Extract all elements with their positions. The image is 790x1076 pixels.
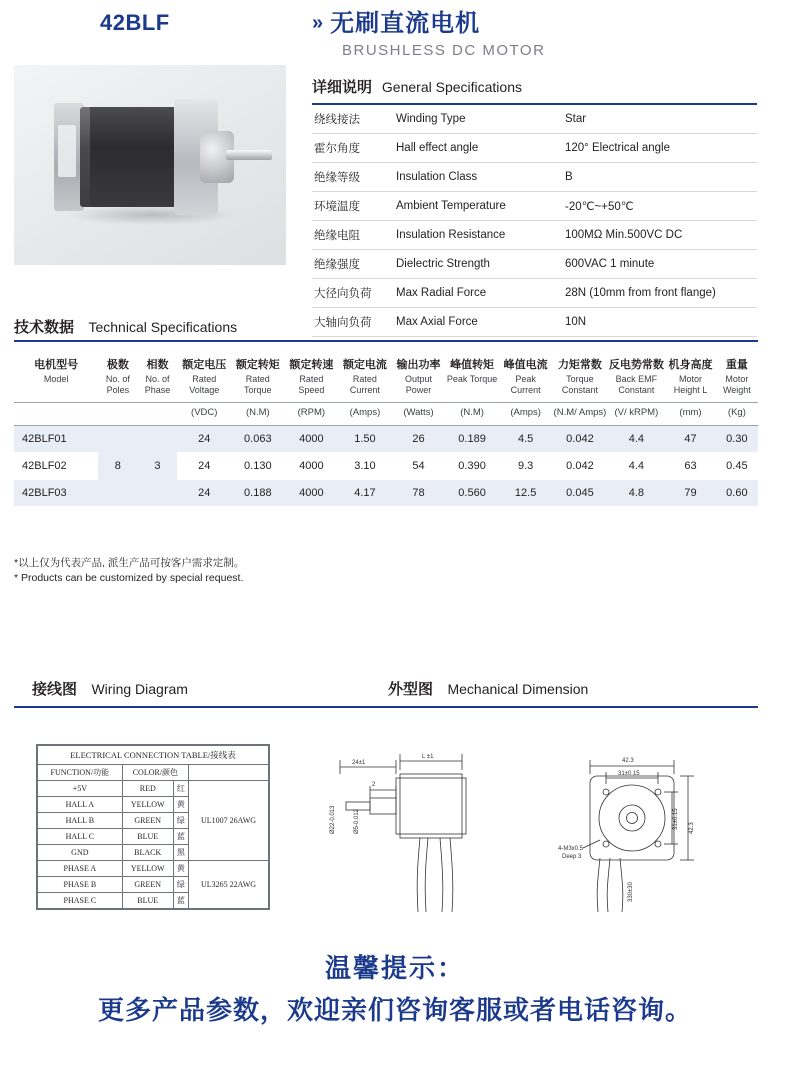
col-voltage bbox=[177, 352, 231, 403]
dim-wire-length: 330±30 bbox=[628, 882, 634, 902]
col-phase-cn: 相数 bbox=[146, 359, 169, 371]
cell-motor-height: 79 bbox=[665, 480, 716, 507]
wiring-color-cn: 绿 bbox=[173, 877, 188, 893]
wiring-color-cn: 红 bbox=[173, 781, 188, 797]
mechanical-diagram-heading-en: Mechanical Dimension bbox=[447, 681, 589, 697]
wiring-function: HALL A bbox=[38, 797, 123, 813]
wiring-color-cn: 黄 bbox=[173, 861, 188, 877]
spec-label-cn: 绝缘电阻 bbox=[312, 221, 394, 250]
product-title-cn bbox=[312, 8, 752, 39]
table-caption-row bbox=[38, 746, 269, 765]
col-rated-torque-en: Rated Torque bbox=[244, 374, 272, 395]
heading-divider bbox=[14, 340, 758, 342]
motor-shaft bbox=[226, 150, 272, 160]
spec-label-cn: 环境温度 bbox=[312, 192, 394, 221]
table-row bbox=[312, 163, 757, 192]
col-poles-en: No. of Poles bbox=[105, 374, 130, 395]
cell-rated-speed: 4000 bbox=[285, 453, 339, 480]
spec-label-cn: 霍尔角度 bbox=[312, 134, 394, 163]
product-title-cn-text: 无刷直流电机 bbox=[330, 10, 481, 37]
col-rated-current-en: Rated Current bbox=[349, 374, 380, 395]
unit-model bbox=[14, 403, 98, 426]
unit-phase bbox=[137, 403, 177, 426]
wiring-color-cn: 蓝 bbox=[173, 829, 188, 845]
customization-note-en: * Products can be customized by special request. bbox=[14, 572, 244, 584]
wiring-diagram-heading bbox=[32, 678, 188, 699]
footer-tip-line2: 更多产品参数，欢迎亲们咨询客服或者电话咨询。 bbox=[97, 995, 692, 1025]
table-units-row bbox=[14, 403, 758, 426]
cell-rated-speed: 4000 bbox=[285, 480, 339, 507]
spec-label-en: Insulation Class bbox=[394, 163, 563, 192]
cell-peak-torque: 0.560 bbox=[445, 480, 499, 507]
general-specifications-table bbox=[312, 105, 757, 337]
col-back-emf bbox=[607, 352, 665, 403]
spec-value: 120° Electrical angle bbox=[563, 134, 757, 163]
table-row bbox=[38, 861, 269, 877]
unit-motor-height: (mm) bbox=[665, 403, 716, 426]
technical-specifications-heading-cn: 技术数据 bbox=[14, 319, 75, 336]
wiring-color-en: YELLOW bbox=[122, 861, 173, 877]
chevron-right-icon: » bbox=[312, 12, 325, 34]
technical-specifications-heading-en: Technical Specifications bbox=[88, 319, 238, 335]
unit-rated-torque: (N.M) bbox=[231, 403, 285, 426]
general-specifications-heading-en: General Specifications bbox=[381, 79, 522, 95]
wiring-table-caption: ELECTRICAL CONNECTION TABLE/接线表 bbox=[38, 746, 269, 765]
col-peak-torque-cn: 峰值转矩 bbox=[450, 359, 495, 371]
cell-back-emf: 4.4 bbox=[607, 426, 665, 453]
wiring-color-en: BLUE bbox=[122, 893, 173, 909]
wiring-color-en: YELLOW bbox=[122, 797, 173, 813]
cell-voltage: 24 bbox=[177, 480, 231, 507]
wiring-color-en: GREEN bbox=[122, 877, 173, 893]
spec-label-cn: 绝缘等级 bbox=[312, 163, 394, 192]
cell-torque-constant: 0.042 bbox=[552, 453, 607, 480]
col-rated-speed-cn: 额定转速 bbox=[289, 359, 334, 371]
wiring-diagram-heading-cn: 接线图 bbox=[32, 681, 78, 698]
col-poles-cn: 极数 bbox=[106, 359, 129, 371]
col-peak-current-cn: 峰值电流 bbox=[503, 359, 548, 371]
unit-voltage: (VDC) bbox=[177, 403, 231, 426]
wiring-function: +5V bbox=[38, 781, 123, 797]
col-rated-torque-cn: 额定转矩 bbox=[235, 359, 280, 371]
wiring-col-color: COLOR/颜色 bbox=[122, 765, 188, 781]
col-model bbox=[14, 352, 98, 403]
wiring-color-cn: 黑 bbox=[173, 845, 188, 861]
col-rated-speed bbox=[285, 352, 339, 403]
unit-peak-torque: (N.M) bbox=[445, 403, 499, 426]
unit-motor-weight: (Kg) bbox=[716, 403, 758, 426]
cell-rated-torque: 0.130 bbox=[231, 453, 285, 480]
table-row bbox=[312, 134, 757, 163]
cell-motor-weight: 0.45 bbox=[716, 453, 758, 480]
col-motor-weight bbox=[716, 352, 758, 403]
table-header-row bbox=[38, 765, 269, 781]
col-output-power-en: Output Power bbox=[404, 374, 433, 395]
unit-poles bbox=[98, 403, 137, 426]
dim-shaft-small: Ø5-0.012 bbox=[354, 808, 360, 834]
wiring-color-cn: 黄 bbox=[173, 797, 188, 813]
dim-length: L ±1 bbox=[422, 754, 434, 760]
spec-value: -20℃~+50℃ bbox=[563, 192, 757, 221]
cell-rated-speed: 4000 bbox=[285, 426, 339, 453]
unit-back-emf: (V/ kRPM) bbox=[607, 403, 665, 426]
cell-motor-weight: 0.60 bbox=[716, 480, 758, 507]
wiring-function: HALL C bbox=[38, 829, 123, 845]
cell-peak-current: 4.5 bbox=[499, 426, 553, 453]
cell-back-emf: 4.8 bbox=[607, 480, 665, 507]
col-voltage-cn: 额定电压 bbox=[182, 359, 227, 371]
dim-front-hole-span: 31±0.15 bbox=[618, 771, 640, 777]
cell-peak-torque: 0.189 bbox=[445, 426, 499, 453]
table-row bbox=[312, 192, 757, 221]
cell-output-power: 26 bbox=[392, 426, 446, 453]
wiring-col-function: FUNCTION/功能 bbox=[38, 765, 123, 781]
col-rated-current-cn: 额定电流 bbox=[342, 359, 387, 371]
spec-label-en: Max Radial Force bbox=[394, 279, 563, 308]
customization-note bbox=[14, 556, 244, 586]
col-rated-torque bbox=[231, 352, 285, 403]
col-poles bbox=[98, 352, 137, 403]
dim-24: 24±1 bbox=[352, 760, 366, 766]
dim-2: 2 bbox=[372, 782, 376, 788]
wiring-function: PHASE A bbox=[38, 861, 123, 877]
spec-label-cn: 大径向负荷 bbox=[312, 279, 394, 308]
spec-label-cn: 绝缘强度 bbox=[312, 250, 394, 279]
product-title-en: BRUSHLESS DC MOTOR bbox=[342, 42, 546, 59]
customization-note-cn: *以上仅为代表产品, 派生产品可按客户需求定制。 bbox=[14, 557, 245, 569]
col-torque-constant bbox=[552, 352, 607, 403]
wiring-awg-phase: UL3265 22AWG bbox=[189, 861, 269, 909]
cell-model: 42BLF03 bbox=[14, 480, 98, 507]
table-row bbox=[312, 250, 757, 279]
spec-value: B bbox=[563, 163, 757, 192]
table-row bbox=[312, 105, 757, 134]
col-output-power bbox=[392, 352, 446, 403]
wiring-color-en: RED bbox=[122, 781, 173, 797]
unit-torque-constant: (N.M/ Amps) bbox=[552, 403, 607, 426]
wiring-color-cn: 绿 bbox=[173, 813, 188, 829]
mechanical-drawing bbox=[300, 730, 760, 920]
col-peak-current bbox=[499, 352, 553, 403]
title-block bbox=[312, 8, 752, 59]
col-model-en: Model bbox=[43, 374, 69, 384]
wiring-function: PHASE B bbox=[38, 877, 123, 893]
cell-poles: 8 bbox=[98, 426, 137, 507]
cell-rated-current: 3.10 bbox=[338, 453, 392, 480]
cell-motor-height: 47 bbox=[665, 426, 716, 453]
cell-output-power: 54 bbox=[392, 453, 446, 480]
spec-value: 10N bbox=[563, 308, 757, 337]
mechanical-diagram-heading bbox=[388, 678, 588, 699]
dim-front-hole-span-v: 31±0.15 bbox=[673, 808, 679, 830]
dim-shaft-dia: Ø22-0.013 bbox=[330, 805, 336, 834]
cell-peak-current: 12.5 bbox=[499, 480, 553, 507]
footer-tip-line1: 温馨提示： bbox=[324, 953, 465, 983]
col-back-emf-cn: 反电势常数 bbox=[608, 359, 664, 371]
dim-screw: 4-M3x0.5 bbox=[558, 846, 584, 852]
diagram-divider bbox=[14, 706, 758, 708]
table-row bbox=[312, 279, 757, 308]
col-torque-constant-en: Torque Constant bbox=[561, 374, 598, 395]
col-motor-height-cn: 机身高度 bbox=[668, 359, 713, 371]
col-motor-weight-cn: 重量 bbox=[725, 359, 748, 371]
spec-label-en: Max Axial Force bbox=[394, 308, 563, 337]
cell-output-power: 78 bbox=[392, 480, 446, 507]
spec-label-cn: 绕线接法 bbox=[312, 105, 394, 134]
cell-rated-torque: 0.063 bbox=[231, 426, 285, 453]
wiring-color-en: BLUE bbox=[122, 829, 173, 845]
technical-specifications-heading bbox=[14, 316, 758, 337]
cell-peak-current: 9.3 bbox=[499, 453, 553, 480]
mechanical-diagram-heading-cn: 外型图 bbox=[388, 681, 434, 698]
col-output-power-cn: 输出功率 bbox=[396, 359, 441, 371]
spec-label-en: Hall effect angle bbox=[394, 134, 563, 163]
motor-label-sticker bbox=[58, 125, 76, 177]
motor-photo bbox=[14, 65, 286, 265]
unit-peak-current: (Amps) bbox=[499, 403, 553, 426]
wiring-color-en: GREEN bbox=[122, 813, 173, 829]
spec-value: 100MΩ Min.500VC DC bbox=[563, 221, 757, 250]
cell-back-emf: 4.4 bbox=[607, 453, 665, 480]
spec-label-cn: 大轴向负荷 bbox=[312, 308, 394, 337]
table-row bbox=[14, 426, 758, 453]
wiring-function: PHASE C bbox=[38, 893, 123, 909]
wiring-diagram-heading-en: Wiring Diagram bbox=[91, 681, 188, 697]
general-specifications-heading-cn: 详细说明 bbox=[312, 79, 373, 96]
unit-output-power: (Watts) bbox=[392, 403, 446, 426]
cell-rated-current: 1.50 bbox=[338, 426, 392, 453]
table-row bbox=[38, 781, 269, 797]
spec-label-en: Insulation Resistance bbox=[394, 221, 563, 250]
technical-specifications-table bbox=[14, 352, 758, 507]
col-back-emf-en: Back EMF Constant bbox=[615, 374, 658, 395]
wiring-connection-table bbox=[36, 744, 270, 910]
col-rated-speed-en: Rated Speed bbox=[298, 374, 325, 395]
cell-motor-weight: 0.30 bbox=[716, 426, 758, 453]
cell-model: 42BLF01 bbox=[14, 426, 98, 453]
spec-value: Star bbox=[563, 105, 757, 134]
wiring-function: GND bbox=[38, 845, 123, 861]
table-row bbox=[312, 221, 757, 250]
dim-front-height: 42.3 bbox=[689, 822, 695, 834]
col-rated-current bbox=[338, 352, 392, 403]
dim-front-width: 42.3 bbox=[622, 758, 634, 764]
cell-model: 42BLF02 bbox=[14, 453, 98, 480]
motor-body bbox=[80, 107, 188, 207]
spec-value: 600VAC 1 minute bbox=[563, 250, 757, 279]
col-peak-current-en: Peak Current bbox=[510, 374, 541, 395]
unit-rated-speed: (RPM) bbox=[285, 403, 339, 426]
cell-torque-constant: 0.042 bbox=[552, 426, 607, 453]
cell-motor-height: 63 bbox=[665, 453, 716, 480]
col-motor-weight-en: Motor Weight bbox=[722, 374, 751, 395]
cell-torque-constant: 0.045 bbox=[552, 480, 607, 507]
col-phase-en: No. of Phase bbox=[144, 374, 171, 395]
col-motor-height-en: Motor Height L bbox=[673, 374, 708, 395]
cell-phase: 3 bbox=[137, 426, 177, 507]
unit-rated-current: (Amps) bbox=[338, 403, 392, 426]
wiring-awg-hall: UL1007 26AWG bbox=[189, 781, 269, 861]
col-motor-height bbox=[665, 352, 716, 403]
col-peak-torque bbox=[445, 352, 499, 403]
col-torque-constant-cn: 力矩常数 bbox=[557, 359, 602, 371]
cell-peak-torque: 0.390 bbox=[445, 453, 499, 480]
col-peak-torque-en: Peak Torque bbox=[446, 374, 498, 384]
spec-label-en: Winding Type bbox=[394, 105, 563, 134]
wiring-color-cn: 蓝 bbox=[173, 893, 188, 909]
wiring-col-awg bbox=[189, 765, 269, 781]
wiring-function: HALL B bbox=[38, 813, 123, 829]
col-voltage-en: Rated Voltage bbox=[189, 374, 220, 395]
spec-label-en: Dielectric Strength bbox=[394, 250, 563, 279]
model-code: 42BLF bbox=[100, 10, 170, 35]
col-phase bbox=[137, 352, 177, 403]
cell-rated-current: 4.17 bbox=[338, 480, 392, 507]
cell-voltage: 24 bbox=[177, 426, 231, 453]
general-specifications bbox=[312, 76, 757, 337]
table-header-row bbox=[14, 352, 758, 403]
dim-deep: Deep 3 bbox=[562, 854, 582, 860]
spec-value: 28N (10mm from front flange) bbox=[563, 279, 757, 308]
col-model-cn: 电机型号 bbox=[34, 359, 79, 371]
cell-voltage: 24 bbox=[177, 453, 231, 480]
wiring-color-en: BLACK bbox=[122, 845, 173, 861]
general-specifications-heading bbox=[312, 76, 757, 105]
spec-label-en: Ambient Temperature bbox=[394, 192, 563, 221]
cell-rated-torque: 0.188 bbox=[231, 480, 285, 507]
